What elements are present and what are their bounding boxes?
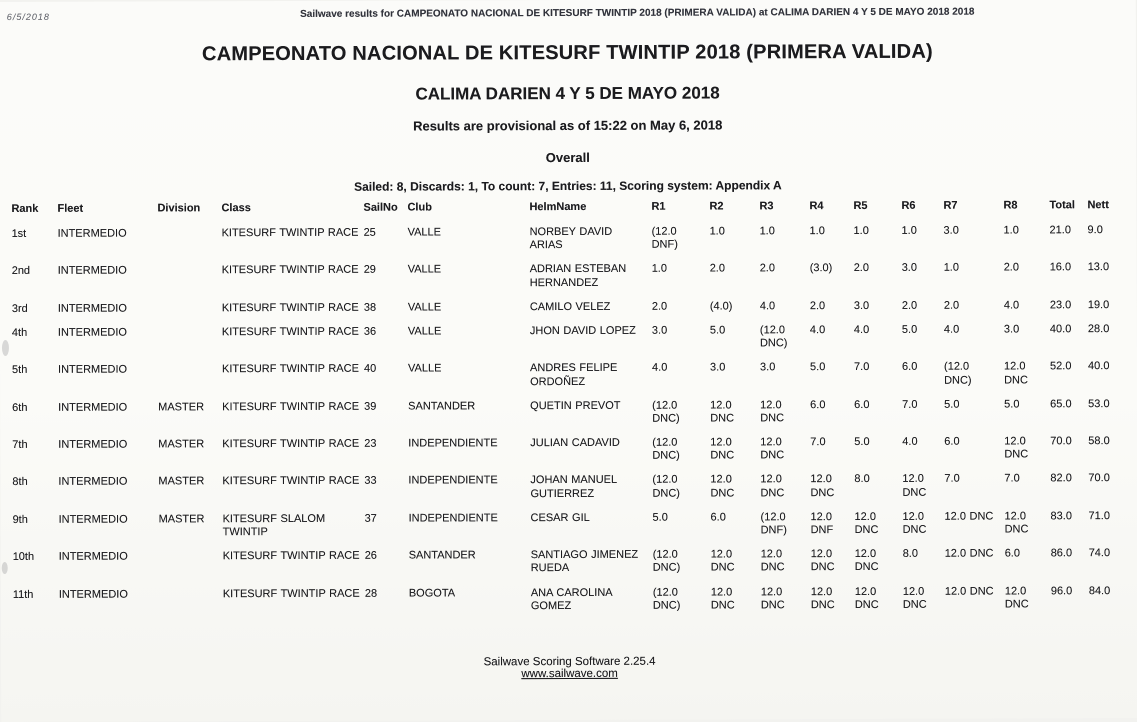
cell-r7: 3.0: [943, 224, 959, 237]
cell-r2: 12.0 DNC: [710, 473, 735, 500]
cell-r1: (12.0 DNC): [652, 548, 681, 575]
col-header-club: Club: [407, 201, 432, 214]
cell-r4: 6.0: [810, 398, 826, 411]
cell-division: [158, 221, 222, 259]
cell-r7: (12.0 DNC): [944, 360, 972, 387]
cell-r8: 12.0 DNC: [1004, 435, 1029, 461]
col-header-nett: Nett: [1087, 199, 1109, 212]
scan-smudge: [2, 562, 8, 574]
cell-class: KITESURF TWINTIP RACE: [222, 363, 359, 376]
print-header-line: Sailwave results for CAMPEONATO NACIONAL DE KITESURF TWINTIP 2018 (PRIMERA VALIDA) at CALIMA DARIEN 4 Y 5 DE MAYO 2018 2018: [300, 6, 975, 20]
cell-helm: JULIAN CADAVID: [530, 436, 620, 450]
cell-r5: 4.0: [853, 323, 870, 336]
cell-r3: 12.0 DNC: [760, 585, 785, 612]
cell-nett: 71.0: [1088, 509, 1110, 522]
cell-total: 82.0: [1050, 472, 1072, 485]
cell-r2: 12.0 DNC: [710, 585, 735, 612]
sailwave-link[interactable]: www.sailwave.com: [521, 667, 618, 681]
cell-r3: 12.0 DNC: [760, 548, 785, 574]
cell-r2: 1.0: [709, 225, 725, 238]
cell-total: 70.0: [1050, 435, 1072, 448]
cell-division: [158, 320, 222, 358]
cell-club: VALLE: [407, 325, 442, 338]
cell-club: INDEPENDIENTE: [408, 512, 498, 525]
cell-r2: (4.0): [709, 300, 733, 313]
cell-sailno: 40: [364, 362, 377, 376]
cell-class: KITESURF TWINTIP RACE: [221, 264, 359, 277]
table-row: [12, 317, 1132, 358]
cell-rank: 8th: [12, 476, 28, 489]
cell-total: 96.0: [1050, 584, 1073, 597]
series-summary: Sailed: 8, Discards: 1, To count: 7, Entries: 11, Scoring system: Appendix A: [354, 178, 782, 194]
cell-nett: 70.0: [1088, 472, 1110, 485]
table-row: [12, 392, 1132, 433]
cell-nett: 40.0: [1088, 360, 1110, 373]
cell-fleet: INTERMEDIO: [58, 588, 128, 601]
col-header-division: Division: [157, 202, 201, 215]
cell-class: KITESURF TWINTIP RACE: [221, 301, 359, 314]
cell-r3: 1.0: [759, 225, 775, 238]
cell-helm: CESAR GIL: [530, 511, 590, 524]
col-header-fleet: Fleet: [57, 202, 84, 215]
software-credit: Sailwave Scoring Software 2.25.4: [483, 655, 656, 669]
cell-fleet: INTERMEDIO: [57, 264, 127, 278]
cell-r1: 3.0: [651, 324, 668, 337]
cell-class: KITESURF TWINTIP RACE: [221, 325, 359, 339]
cell-nett: 84.0: [1088, 584, 1111, 597]
cell-r2: 5.0: [709, 324, 726, 337]
cell-fleet: INTERMEDIO: [58, 475, 128, 489]
cell-total: 52.0: [1050, 360, 1072, 373]
cell-r3: 12.0 DNC: [760, 436, 785, 462]
cell-r6: 7.0: [902, 398, 918, 411]
cell-r4: 12.0 DNC: [810, 548, 835, 574]
col-header-r2: R2: [709, 200, 724, 213]
col-header-r8: R8: [1003, 199, 1018, 212]
cell-nett: 28.0: [1087, 323, 1110, 336]
cell-r1: (12.0 DNC): [652, 474, 680, 500]
cell-nett: 9.0: [1087, 224, 1103, 237]
cell-r6: 5.0: [901, 323, 918, 336]
col-header-rank: Rank: [11, 202, 39, 215]
cell-r5: 7.0: [854, 361, 870, 374]
cell-r8: 2.0: [1003, 261, 1019, 274]
cell-r1: (12.0 DNC): [652, 399, 680, 425]
cell-r7: 1.0: [943, 262, 959, 275]
cell-r1: (12.0 DNC): [652, 586, 681, 612]
cell-r8: 12.0 DNC: [1004, 510, 1029, 536]
cell-rank: 6th: [12, 401, 28, 414]
cell-class: KITESURF TWINTIP RACE: [222, 587, 360, 600]
cell-r4: 5.0: [810, 361, 826, 374]
cell-r3: 2.0: [759, 262, 776, 275]
cell-r1: (12.0 DNC): [652, 436, 680, 462]
cell-division: MASTER: [158, 475, 205, 488]
cell-r1: 4.0: [652, 361, 668, 375]
cell-r7: 12.0 DNC: [944, 510, 994, 523]
cell-r2: 12.0 DNC: [710, 399, 735, 425]
cell-fleet: INTERMEDIO: [58, 363, 128, 377]
cell-r3: 12.0 DNC: [760, 398, 785, 425]
cell-total: 23.0: [1049, 298, 1072, 312]
cell-r6: 6.0: [902, 361, 918, 374]
cell-r6: 3.0: [901, 262, 917, 275]
col-header-class: Class: [221, 202, 251, 215]
cell-fleet: INTERMEDIO: [58, 513, 128, 526]
cell-fleet: INTERMEDIO: [57, 302, 127, 315]
cell-nett: 58.0: [1088, 435, 1110, 448]
cell-r3: (12.0 DNF): [760, 511, 787, 537]
event-title: CAMPEONATO NACIONAL DE KITESURF TWINTIP 2018 (PRIMERA VALIDA): [202, 40, 933, 66]
cell-fleet: INTERMEDIO: [58, 438, 128, 451]
provisional-note: Results are provisional as of 15:22 on May 6, 2018: [413, 117, 723, 134]
cell-sailno: 28: [364, 587, 378, 600]
cell-r7: 12.0 DNC: [944, 585, 994, 598]
table-body: [12, 218, 1133, 620]
cell-division: MASTER: [158, 400, 205, 414]
cell-total: 21.0: [1049, 224, 1071, 237]
cell-r8: 12.0 DNC: [1004, 360, 1028, 386]
cell-fleet: INTERMEDIO: [58, 550, 128, 563]
cell-r5: 1.0: [853, 224, 869, 238]
cell-rank: 2nd: [11, 265, 31, 278]
cell-r6: 4.0: [902, 435, 918, 448]
cell-division: MASTER: [158, 513, 205, 526]
cell-sailno: 29: [363, 264, 376, 277]
cell-division: [159, 582, 223, 620]
cell-r4: 1.0: [809, 225, 825, 238]
cell-r1: 1.0: [651, 263, 668, 276]
cell-r6: 1.0: [901, 224, 917, 237]
cell-r8: 5.0: [1004, 398, 1020, 411]
cell-total: 83.0: [1050, 510, 1072, 523]
cell-sailno: 33: [364, 475, 377, 488]
table-row: [12, 255, 1132, 296]
scan-smudge: [2, 340, 9, 356]
cell-division: [158, 296, 222, 320]
venue-subtitle: CALIMA DARIEN 4 Y 5 DE MAYO 2018: [415, 83, 720, 104]
col-header-r7: R7: [943, 199, 958, 212]
cell-club: VALLE: [408, 362, 442, 375]
cell-rank: 1st: [11, 227, 27, 240]
cell-r4: 4.0: [809, 324, 826, 337]
cell-rank: 10th: [12, 551, 35, 564]
cell-r3: 3.0: [760, 361, 776, 374]
cell-club: SANTANDER: [408, 400, 476, 413]
section-title: Overall: [545, 149, 590, 166]
col-header-r1: R1: [651, 200, 666, 213]
cell-r6: 2.0: [901, 299, 918, 312]
table-row: [12, 466, 1132, 507]
cell-total: 86.0: [1050, 547, 1073, 560]
cell-r4: 2.0: [809, 299, 826, 312]
cell-r5: 12.0 DNC: [854, 510, 879, 537]
cell-r5: 2.0: [853, 262, 869, 275]
results-table: [11, 199, 1132, 620]
col-header-sailno: SailNo: [363, 201, 398, 214]
cell-sailno: 39: [364, 400, 377, 413]
cell-fleet: INTERMEDIO: [57, 227, 127, 240]
cell-r3: 12.0 DNC: [760, 473, 785, 499]
cell-helm: SANTIAGO JIMENEZ RUEDA: [530, 548, 639, 575]
cell-r8: 3.0: [1003, 323, 1020, 336]
cell-r4: (3.0): [809, 262, 833, 275]
col-header-helm: HelmName: [529, 200, 587, 214]
cell-rank: 3rd: [11, 302, 28, 315]
cell-helm: ANDRES FELIPE ORDOÑEZ: [530, 362, 618, 388]
cell-r7: 5.0: [944, 398, 960, 411]
col-header-r5: R5: [853, 199, 868, 213]
cell-r2: 6.0: [710, 511, 726, 524]
cell-r1: (12.0 DNF): [651, 225, 678, 251]
cell-class: KITESURF TWINTIP RACE: [221, 226, 359, 240]
cell-r7: 2.0: [943, 299, 960, 312]
cell-r4: 12.0 DNF: [810, 510, 834, 537]
cell-helm: JHON DAVID LOPEZ: [529, 324, 636, 338]
cell-r8: 4.0: [1003, 299, 1020, 312]
col-header-r6: R6: [901, 199, 916, 212]
cell-r5: 3.0: [853, 299, 870, 312]
print-date: 6/5/2018: [6, 11, 50, 22]
cell-sailno: 23: [364, 437, 377, 450]
cell-club: VALLE: [407, 226, 442, 239]
cell-r6: 12.0 DNC: [902, 473, 927, 499]
cell-club: INDEPENDIENTE: [408, 474, 498, 487]
cell-r7: 4.0: [943, 323, 960, 336]
table-row: [12, 429, 1132, 470]
cell-sailno: 37: [364, 512, 377, 525]
cell-division: MASTER: [158, 438, 205, 451]
cell-r4: 12.0 DNC: [810, 473, 835, 499]
cell-r4: 7.0: [810, 436, 826, 449]
cell-class: KITESURF TWINTIP RACE: [222, 475, 360, 488]
cell-r5: 5.0: [854, 436, 870, 449]
cell-helm: QUETIN PREVOT: [530, 399, 621, 412]
cell-total: 65.0: [1050, 397, 1072, 411]
col-header-r3: R3: [759, 200, 774, 213]
cell-club: INDEPENDIENTE: [408, 437, 498, 450]
cell-r2: 3.0: [710, 361, 726, 374]
cell-r6: 12.0 DNC: [902, 585, 927, 611]
table-row: [12, 218, 1132, 259]
cell-division: [159, 544, 223, 582]
cell-r2: 12.0 DNC: [710, 436, 735, 462]
cell-r8: 1.0: [1003, 224, 1019, 237]
cell-r5: 12.0 DNC: [854, 548, 879, 574]
cell-r3: (12.0 DNC): [759, 324, 788, 350]
cell-helm: ANA CAROLINA GOMEZ: [530, 586, 613, 612]
cell-sailno: 36: [363, 325, 377, 338]
cell-r8: 7.0: [1004, 472, 1020, 485]
cell-rank: 4th: [11, 326, 28, 339]
table-row: [13, 579, 1133, 620]
page-footer: [1, 654, 1137, 682]
cell-class: KITESURF SLALOM TWINTIP: [222, 512, 326, 539]
cell-rank: 5th: [12, 364, 28, 377]
cell-sailno: 38: [363, 301, 377, 314]
cell-nett: 74.0: [1088, 547, 1111, 560]
cell-r6: 8.0: [902, 547, 918, 561]
cell-r8: 12.0 DNC: [1004, 584, 1029, 611]
table-row: [13, 504, 1133, 545]
cell-r6: 12.0 DNC: [902, 510, 927, 536]
cell-class: KITESURF TWINTIP RACE: [222, 549, 360, 563]
cell-r3: 4.0: [759, 300, 776, 313]
col-header-r4: R4: [809, 200, 824, 213]
cell-r5: 12.0 DNC: [854, 585, 879, 611]
cell-r5: 8.0: [854, 473, 870, 486]
cell-sailno: 26: [364, 549, 377, 562]
cell-club: VALLE: [407, 301, 442, 314]
col-header-total: Total: [1049, 199, 1075, 212]
cell-total: 16.0: [1049, 261, 1072, 274]
cell-r5: 6.0: [854, 398, 870, 411]
cell-club: SANTANDER: [408, 549, 476, 562]
cell-r1: 5.0: [652, 511, 668, 524]
cell-fleet: INTERMEDIO: [57, 326, 127, 339]
cell-total: 40.0: [1049, 323, 1072, 336]
cell-r4: 12.0 DNC: [810, 585, 835, 611]
cell-class: KITESURF TWINTIP RACE: [222, 437, 360, 451]
cell-nett: 13.0: [1087, 261, 1110, 274]
cell-r7: 6.0: [944, 435, 960, 448]
cell-rank: 11th: [12, 588, 34, 601]
cell-helm: ADRIAN ESTEBAN HERNANDEZ: [529, 263, 627, 289]
cell-r7: 12.0 DNC: [944, 547, 994, 560]
table-row: [13, 541, 1133, 582]
cell-sailno: 25: [363, 226, 376, 239]
cell-rank: 9th: [12, 513, 28, 526]
cell-r2: 12.0 DNC: [710, 548, 735, 574]
cell-helm: NORBEY DAVID ARIAS: [529, 225, 613, 252]
cell-class: KITESURF TWINTIP RACE: [222, 400, 360, 413]
cell-division: [158, 358, 222, 396]
cell-r2: 2.0: [709, 262, 726, 275]
table-row: [12, 354, 1132, 395]
cell-nett: 53.0: [1088, 397, 1110, 410]
cell-club: VALLE: [407, 263, 442, 276]
cell-club: BOGOTA: [408, 586, 456, 600]
cell-nett: 19.0: [1087, 298, 1110, 311]
cell-helm: CAMILO VELEZ: [529, 300, 611, 313]
cell-rank: 7th: [12, 438, 28, 452]
cell-helm: JOHAN MANUEL GUTIERREZ: [530, 474, 617, 500]
cell-r7: 7.0: [944, 473, 960, 486]
cell-r1: 2.0: [651, 300, 668, 313]
cell-division: [158, 259, 222, 297]
cell-r8: 6.0: [1004, 547, 1020, 560]
cell-fleet: INTERMEDIO: [58, 401, 128, 414]
